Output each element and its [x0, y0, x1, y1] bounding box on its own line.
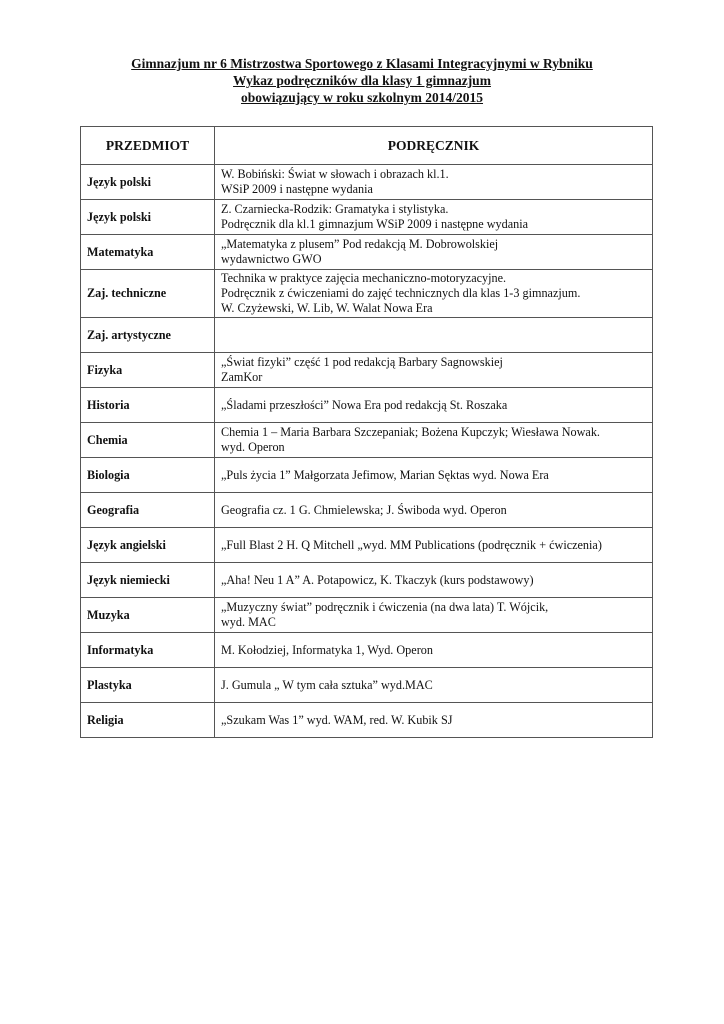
- textbook-cell: „Aha! Neu 1 A” A. Potapowicz, K. Tkaczyk (kurs podstawowy): [215, 563, 653, 598]
- subject-cell: Matematyka: [81, 235, 215, 270]
- subject-cell: Język polski: [81, 200, 215, 235]
- table-row: [81, 493, 653, 528]
- school-name: Gimnazjum nr 6 Mistrzostwa Sportowego z Klasami Integracyjnymi w Rybniku: [131, 56, 593, 71]
- subject-cell: Plastyka: [81, 668, 215, 703]
- table-row: [81, 200, 653, 235]
- textbook-cell: „Śladami przeszłości” Nowa Era pod redakcją St. Roszaka: [215, 388, 653, 423]
- textbook-cell: [215, 318, 653, 353]
- school-year: obowiązujący w roku szkolnym 2014/2015: [240, 90, 484, 105]
- subject-cell: Język polski: [81, 165, 215, 200]
- table-row: [81, 458, 653, 493]
- subject-cell: Zaj. techniczne: [81, 270, 215, 318]
- subject-cell: Język angielski: [81, 528, 215, 563]
- textbook-cell: „Puls życia 1” Małgorzata Jefimow, Marian Sęktas wyd. Nowa Era: [215, 458, 653, 493]
- textbook-cell: „Matematyka z plusem” Pod redakcją M. Dobrowolskiej wydawnictwo GWO: [215, 235, 653, 270]
- table-row: [81, 528, 653, 563]
- table-row: [81, 353, 653, 388]
- textbook-cell: Geografia cz. 1 G. Chmielewska; J. Świboda wyd. Operon: [215, 493, 653, 528]
- list-title: Wykaz podręczników dla klasy 1 gimnazjum: [233, 73, 491, 88]
- table-row: [81, 235, 653, 270]
- textbook-cell: Technika w praktyce zajęcia mechaniczno-motoryzacyjne. Podręcznik z ćwiczeniami do zajęć technicznych dla klas 1-3 gimnazjum. W. Czyżewski, W. Lib, W. Walat Nowa Era: [215, 270, 653, 318]
- subject-cell: Chemia: [81, 423, 215, 458]
- textbook-cell: Chemia 1 – Maria Barbara Szczepaniak; Bożena Kupczyk; Wiesława Nowak. wyd. Operon: [215, 423, 653, 458]
- textbook-cell: „Szukam Was 1” wyd. WAM, red. W. Kubik SJ: [215, 703, 653, 738]
- table-row: [81, 598, 653, 633]
- table-row: [81, 423, 653, 458]
- textbook-cell: „Muzyczny świat” podręcznik i ćwiczenia (na dwa lata) T. Wójcik, wyd. MAC: [215, 598, 653, 633]
- subject-cell: Historia: [81, 388, 215, 423]
- textbook-cell: M. Kołodziej, Informatyka 1, Wyd. Operon: [215, 633, 653, 668]
- table-row: [81, 633, 653, 668]
- table-row: [81, 165, 653, 200]
- subject-cell: Geografia: [81, 493, 215, 528]
- subject-cell: Biologia: [81, 458, 215, 493]
- textbook-cell: W. Bobiński: Świat w słowach i obrazach kl.1. WSiP 2009 i następne wydania: [215, 165, 653, 200]
- table-body: [81, 165, 653, 738]
- table-row: [81, 388, 653, 423]
- subject-cell: Religia: [81, 703, 215, 738]
- subject-cell: Zaj. artystyczne: [81, 318, 215, 353]
- textbook-cell: J. Gumula „ W tym cała sztuka” wyd.MAC: [215, 668, 653, 703]
- textbook-cell: „Świat fizyki” część 1 pod redakcją Barbary Sagnowskiej ZamKor: [215, 353, 653, 388]
- table-row: [81, 563, 653, 598]
- column-header-textbook: PODRĘCZNIK: [215, 127, 653, 165]
- table-row: [81, 668, 653, 703]
- subject-cell: Fizyka: [81, 353, 215, 388]
- table-row: [81, 318, 653, 353]
- table-header-row: [81, 127, 653, 165]
- subject-cell: Informatyka: [81, 633, 215, 668]
- textbook-cell: „Full Blast 2 H. Q Mitchell „wyd. MM Publications (podręcznik + ćwiczenia): [215, 528, 653, 563]
- table-row: [81, 703, 653, 738]
- column-header-subject: PRZEDMIOT: [81, 127, 215, 165]
- subject-cell: Muzyka: [81, 598, 215, 633]
- textbook-cell: Z. Czarniecka-Rodzik: Gramatyka i stylistyka. Podręcznik dla kl.1 gimnazjum WSiP 2009 i następne wydania: [215, 200, 653, 235]
- document-header: [0, 55, 724, 106]
- table-row: [81, 270, 653, 318]
- subject-cell: Język niemiecki: [81, 563, 215, 598]
- textbook-table: [80, 126, 653, 738]
